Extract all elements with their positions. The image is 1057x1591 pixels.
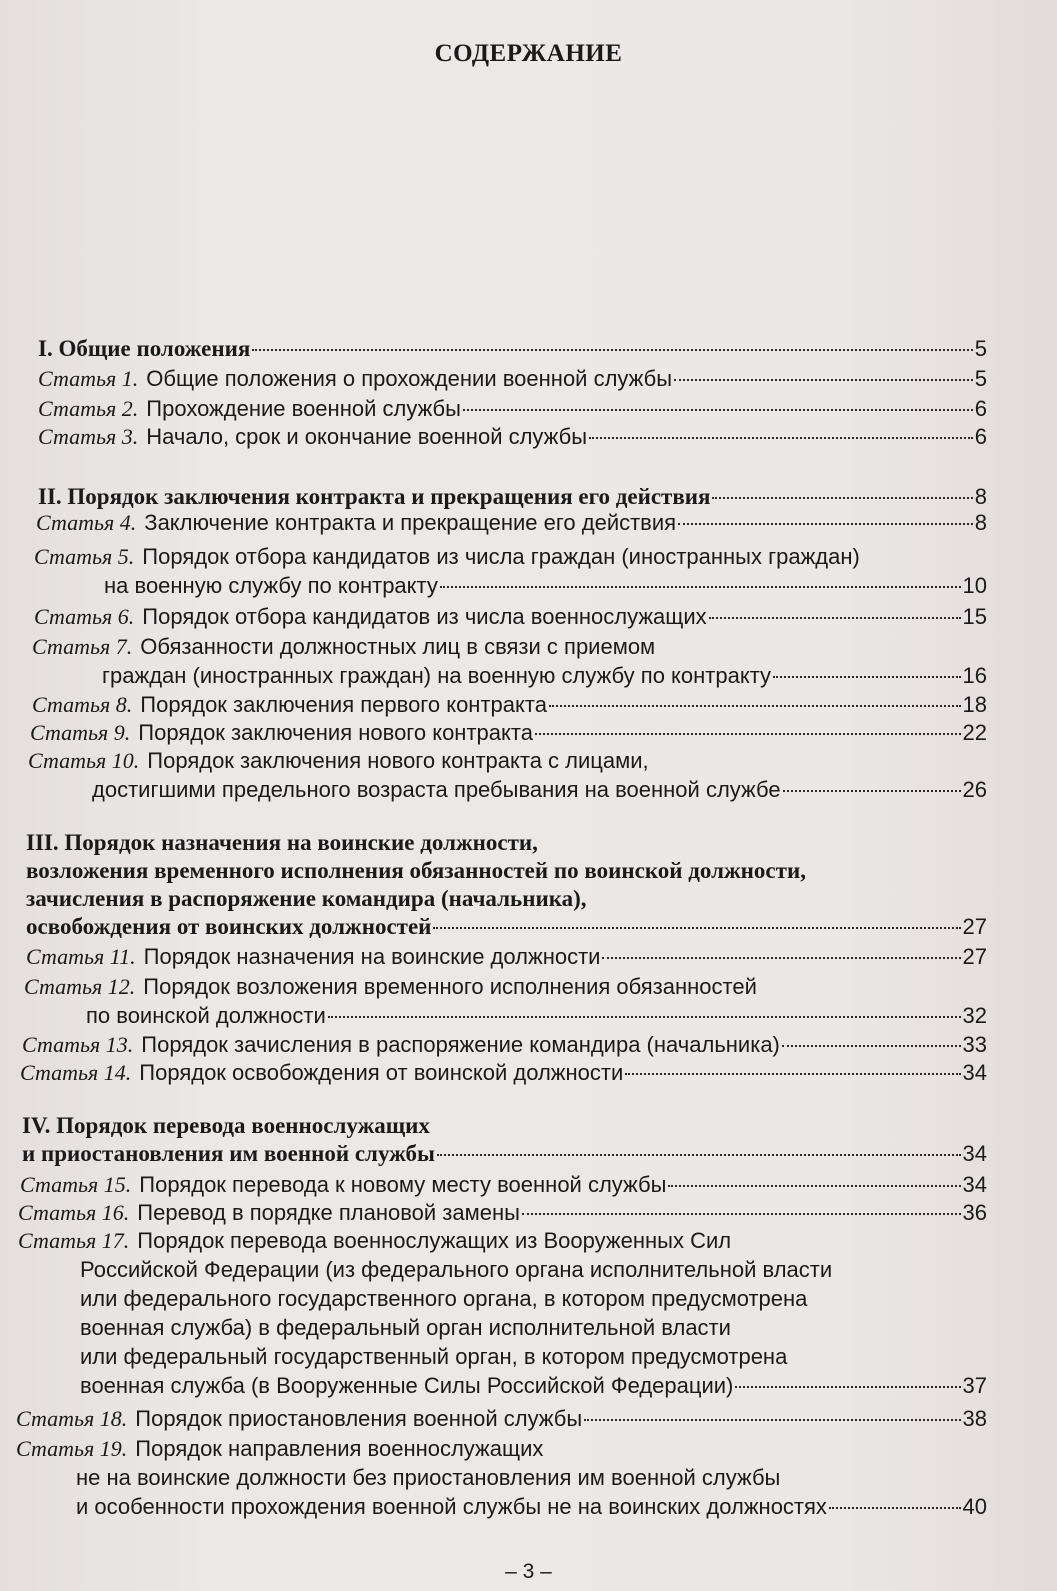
- article-row: [20, 1060, 987, 1086]
- page-ref: 6: [974, 424, 987, 449]
- section-heading: [22, 1141, 987, 1167]
- article-title: Порядок заключения нового контракта с лицами,: [147, 748, 649, 773]
- page-ref: 32: [962, 1003, 987, 1028]
- article-row: [38, 366, 987, 392]
- section-title: и приостановления им военной службы: [22, 1141, 435, 1166]
- section-heading: [38, 484, 987, 510]
- dot-leader: [735, 1386, 960, 1388]
- article-row: [26, 944, 987, 970]
- article-line: не на воинские должности без приостановления им военной службы: [76, 1465, 781, 1490]
- article-title: и особенности прохождения военной службы не на воинских должностях: [76, 1494, 827, 1519]
- article-row: [22, 1032, 987, 1058]
- page-ref: 34: [962, 1141, 987, 1166]
- section-title: III. Порядок назначения на воинские должности,: [26, 830, 538, 855]
- article-label: Статья 15.: [20, 1172, 132, 1197]
- page-ref: 6: [974, 396, 987, 421]
- page-ref: 15: [962, 604, 987, 629]
- article-row: [38, 396, 987, 422]
- page-ref: 40: [962, 1494, 987, 1519]
- dot-leader: [549, 705, 961, 707]
- article-title: по воинской должности: [86, 1003, 326, 1028]
- article-title: военная служба (в Вооруженные Силы Российской Федерации): [80, 1373, 734, 1398]
- section-title: возложения временного исполнения обязанностей по воинской должности,: [26, 858, 806, 883]
- article-line: [32, 634, 655, 660]
- dot-leader: [437, 1154, 961, 1156]
- article-line: [24, 974, 757, 1000]
- article-title: граждан (иностранных граждан) на военную службу по контракту: [102, 663, 772, 688]
- dot-leader: [440, 586, 961, 588]
- dot-leader: [678, 523, 973, 525]
- article-label: Статья 11.: [26, 944, 136, 969]
- dot-leader: [773, 676, 960, 678]
- article-label: Статья 10.: [28, 748, 140, 773]
- article-row: [16, 1406, 987, 1432]
- article-title: Порядок направления военнослужащих: [135, 1436, 544, 1461]
- article-title: Порядок заключения нового контракта: [138, 720, 533, 745]
- article-row: [102, 663, 987, 689]
- page-ref: 34: [962, 1172, 987, 1197]
- page-ref: 33: [962, 1032, 987, 1057]
- page-ref: 8: [974, 510, 987, 535]
- article-title: Порядок приостановления военной службы: [135, 1406, 583, 1431]
- article-row: [86, 1003, 987, 1029]
- article-row: [36, 510, 987, 536]
- article-label: Статья 12.: [24, 974, 136, 999]
- article-line: или федеральный государственный орган, в котором предусмотрена: [80, 1344, 788, 1369]
- dot-leader: [589, 437, 973, 439]
- article-title: Порядок отбора кандидатов из числа граждан (иностранных граждан): [142, 544, 860, 569]
- page-ref: 8: [974, 484, 987, 509]
- dot-leader: [829, 1507, 961, 1509]
- article-title: Порядок перевода к новому месту военной службы: [139, 1172, 667, 1197]
- dot-leader: [783, 790, 961, 792]
- article-line: [34, 544, 860, 570]
- article-label: Статья 9.: [30, 720, 131, 745]
- article-row: [80, 1373, 987, 1399]
- page-ref: 34: [962, 1060, 987, 1085]
- page-ref: 22: [962, 720, 987, 745]
- article-label: Статья 19.: [16, 1436, 128, 1461]
- article-label: Статья 7.: [32, 634, 133, 659]
- page-ref: 10: [962, 573, 987, 598]
- section-title: освобождения от воинских должностей: [26, 914, 432, 939]
- article-title: Обязанности должностных лиц в связи с приемом: [140, 634, 656, 659]
- article-line: или федерального государственного органа, в котором предусмотрена: [80, 1286, 808, 1311]
- article-title: Порядок возложения временного исполнения обязанностей: [143, 974, 757, 999]
- article-title: Заключение контракта и прекращение его действия: [144, 510, 677, 535]
- article-title: Общие положения о прохождении военной службы: [146, 366, 673, 391]
- article-line: [16, 1436, 543, 1462]
- article-row: [92, 777, 987, 803]
- dot-leader: [252, 349, 972, 351]
- section-title: зачисления в распоряжение командира (начальника),: [26, 886, 587, 911]
- article-line: [18, 1228, 731, 1254]
- dot-leader: [433, 927, 960, 929]
- dot-leader: [584, 1419, 960, 1421]
- dot-leader: [782, 1045, 961, 1047]
- section-title: II. Порядок заключения контракта и прекращения его действия: [38, 484, 711, 509]
- dot-leader: [522, 1213, 961, 1215]
- article-label: Статья 17.: [18, 1228, 130, 1253]
- article-line: военная служба) в федеральный орган исполнительной власти: [80, 1315, 731, 1340]
- article-title: достигшими предельного возраста пребывания на военной службе: [92, 777, 781, 802]
- article-row: [34, 604, 987, 630]
- section-heading: [38, 336, 987, 362]
- article-title: Порядок зачисления в распоряжение командира (начальника): [141, 1032, 780, 1057]
- article-row: [38, 424, 987, 450]
- article-row: [18, 1200, 987, 1226]
- article-title: Порядок освобождения от воинской должности: [139, 1060, 624, 1085]
- article-row: [20, 1172, 987, 1198]
- article-label: Статья 13.: [22, 1032, 134, 1057]
- article-label: Статья 14.: [20, 1060, 132, 1085]
- article-label: Статья 1.: [38, 366, 139, 391]
- article-line: Российской Федерации (из федерального органа исполнительной власти: [80, 1257, 833, 1282]
- dot-leader: [602, 957, 960, 959]
- article-row: [32, 692, 987, 718]
- article-label: Статья 2.: [38, 396, 139, 421]
- article-title: Порядок перевода военнослужащих из Вооруженных Сил: [137, 1228, 732, 1253]
- dot-leader: [709, 617, 961, 619]
- page-number: – 3 –: [505, 1560, 552, 1583]
- dot-leader: [463, 409, 973, 411]
- section-heading: [26, 914, 987, 940]
- dot-leader: [535, 733, 961, 735]
- article-title: Перевод в порядке плановой замены: [137, 1200, 520, 1225]
- article-title: Порядок назначения на воинские должности: [143, 944, 601, 969]
- article-label: Статья 8.: [32, 692, 133, 717]
- article-row: [104, 573, 987, 599]
- article-title: Прохождение военной службы: [146, 396, 461, 421]
- page-ref: 37: [962, 1373, 987, 1398]
- article-title: Начало, срок и окончание военной службы: [146, 424, 588, 449]
- dot-leader: [712, 497, 972, 499]
- page-ref: 18: [962, 692, 987, 717]
- article-title: на военную службу по контракту: [104, 573, 438, 598]
- page-ref: 27: [962, 944, 987, 969]
- article-label: Статья 4.: [36, 510, 137, 535]
- page-title: СОДЕРЖАНИЕ: [434, 40, 623, 67]
- article-label: Статья 16.: [18, 1200, 130, 1225]
- section-title: I. Общие положения: [38, 336, 251, 361]
- article-row: [30, 720, 987, 746]
- page-ref: 26: [962, 777, 987, 802]
- dot-leader: [668, 1185, 960, 1187]
- page-ref: 5: [974, 336, 987, 361]
- article-title: Порядок заключения первого контракта: [140, 692, 547, 717]
- page-ref: 5: [974, 366, 987, 391]
- article-row: [76, 1494, 987, 1520]
- article-label: Статья 3.: [38, 424, 139, 449]
- article-label: Статья 5.: [34, 544, 135, 569]
- dot-leader: [328, 1016, 961, 1018]
- page-ref: 16: [962, 663, 987, 688]
- dot-leader: [674, 379, 973, 381]
- page-ref: 38: [962, 1406, 987, 1431]
- page-ref: 36: [962, 1200, 987, 1225]
- article-label: Статья 18.: [16, 1406, 128, 1431]
- article-label: Статья 6.: [34, 604, 135, 629]
- section-title: IV. Порядок перевода военнослужащих: [22, 1113, 430, 1138]
- article-line: [28, 748, 649, 774]
- page-ref: 27: [962, 914, 987, 939]
- article-title: Порядок отбора кандидатов из числа военнослужащих: [142, 604, 707, 629]
- dot-leader: [625, 1073, 960, 1075]
